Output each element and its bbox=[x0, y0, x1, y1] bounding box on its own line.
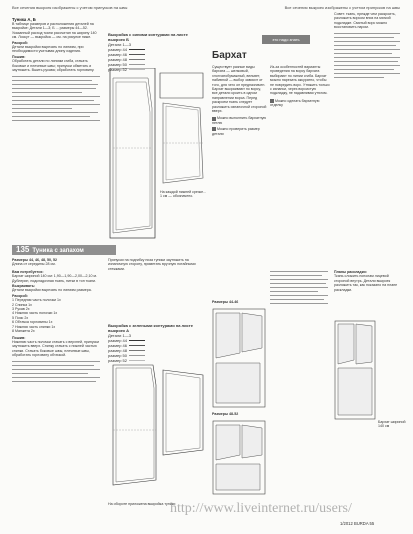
tunic-title: Туника с запахом bbox=[32, 248, 84, 254]
size-b-line-52: размер 52 bbox=[108, 358, 198, 363]
tunic-cut-label: Выкраивать: bbox=[12, 284, 36, 289]
size-b-line-46: размер 46 bbox=[108, 343, 198, 348]
velvet-tip-3: Можно сделать бархатную отделку bbox=[270, 98, 320, 108]
velvet-title: Бархат bbox=[212, 50, 247, 61]
watermark-url: http://www.liveinternet.ru/users/ bbox=[170, 501, 352, 516]
tunic-detail-4: 4 Нижняя часть полочки 1x bbox=[12, 311, 58, 316]
tunic-sewing-text: Нижнюю часть полочки стачать с верхней, припуски заутюжить вверх. Спинку стачать с нижней частью спинки. Стачать боковые швы, плечевые швы, обработать горловину обтачкой. bbox=[12, 339, 100, 358]
page-number: 1/2012 BURDA 55 bbox=[340, 521, 375, 526]
left-model-title: Туника А, Б bbox=[12, 17, 36, 22]
tunic-detail-2: 2 Спинка 1x bbox=[12, 302, 32, 307]
tunic-number: 135 bbox=[16, 245, 30, 254]
velvet-tag: это надо знать bbox=[262, 35, 310, 44]
size-line-44: размер 44 bbox=[108, 47, 198, 52]
fabric-label: Бархат шириной 140 см bbox=[378, 420, 406, 429]
sizes-48-52: Размеры 48-52 bbox=[212, 412, 239, 416]
velvet-col1-text: Существует разные виды бархата — шелковый, хлопчатобумажный, вельвет, набивной — выбор зависит от того, для чего он предназначен. Бархат выкраивают по ворсу, все детали кроить в одном направлении ворса. Перед раскроем ткань следует разложить изнаночной стороной вверх. bbox=[212, 65, 267, 114]
tunic-detail-6: 6 Обтачка горловины 1x bbox=[12, 320, 53, 325]
tunic-section bbox=[12, 258, 104, 498]
velvet-col3-text: Совет: ткань, прежде чем раскроить, разложить ворсом вниз на мягкой подкладке. Смятый ворс можно восстановить паром. bbox=[334, 12, 396, 30]
tunic-sizes: Размеры 44, 46, 48, 50, 52 bbox=[12, 258, 57, 262]
tunic-details-label: Раскрой: bbox=[12, 293, 28, 298]
size-b-line-48: размер 48 bbox=[108, 348, 198, 353]
tunic-sewing-label: Пошив: bbox=[12, 335, 26, 340]
tunic-banner bbox=[12, 245, 116, 255]
velvet-col1 bbox=[212, 65, 267, 265]
pattern-b-details: Детали 1—3 bbox=[108, 333, 131, 338]
pattern-b-note: На обороте приложена выкройка туники bbox=[108, 502, 176, 506]
fabric-layout bbox=[334, 320, 376, 420]
left-section-1-heading: Раскрой: bbox=[12, 40, 28, 45]
size-b-line-44: размер 44 bbox=[108, 338, 198, 343]
tunic-cut-text: Детали выкройки вырезать по линиям размера. bbox=[12, 288, 92, 293]
size-line-46: размер 46 bbox=[108, 52, 198, 57]
right-mid-text bbox=[270, 268, 330, 378]
cutting-plan-2 bbox=[212, 420, 267, 495]
tunic-detail-5: 5 Пояс 2x bbox=[12, 315, 29, 320]
tunic-detail-1: 1 Передняя часть полочки 1x bbox=[12, 298, 61, 303]
size-line-52: размер 52 bbox=[108, 67, 198, 72]
tunic-detail-3: 3 Рукав 2x bbox=[12, 307, 30, 312]
pattern-b-legend bbox=[108, 323, 198, 363]
header-right-note: Все сечения выкроек изображены с учетом припусков на швы bbox=[284, 5, 400, 10]
size-line-50: размер 50 bbox=[108, 62, 198, 67]
pattern-a-legend bbox=[108, 32, 198, 72]
size-line-48: размер 48 bbox=[108, 57, 198, 62]
left-model-block bbox=[12, 17, 102, 237]
left-section-2-text: Обработать детали по линиям сгиба, стачать боковые и плечевые швы; припуски обметать и заутюжить. Вшить рукава; обработать горловину. bbox=[12, 59, 95, 73]
header-left-note: Все сечения выкроек изображены с учетом припусков на швы bbox=[12, 5, 128, 10]
pattern-a-label: Выкройка с синими контурами на листе выкроек Б bbox=[108, 32, 188, 42]
pattern-a-diagram bbox=[108, 68, 208, 258]
left-section-2-heading: Пошив: bbox=[12, 54, 26, 59]
pattern-b-label: Выкройка с зелеными контурами на листе выкроек А bbox=[108, 323, 193, 333]
pattern-a-details: Детали 1—3 bbox=[108, 42, 131, 47]
left-section-1-text: Детали выкройки вырезать по линиям, при необходимости учитывая длину изделия. bbox=[12, 45, 84, 54]
cutting-title: Планы раскладки: bbox=[334, 270, 367, 274]
velvet-col2 bbox=[270, 65, 330, 265]
velvet-col3 bbox=[334, 12, 404, 252]
tunic-materials-label: Вам потребуется: bbox=[12, 269, 44, 274]
tunic-detail-7: 7 Нижняя часть спинки 1x bbox=[12, 324, 56, 329]
sizes-44-46: Размеры 44-46 bbox=[212, 300, 239, 304]
size-b-line-50: размер 50 bbox=[108, 353, 198, 358]
cutting-text: Ткань сложить пополам лицевой стороной внутрь. Детали выкроек разложить так, как показано на плане раскладки. bbox=[334, 274, 398, 292]
tunic-length-note: Длина от середины 28 см. bbox=[12, 262, 56, 267]
middle-text: Припуски на подгибку низа туники заутюжить на изнаночную сторону, приметать вручную потайными стежками. bbox=[108, 258, 196, 271]
cutting-plan-1 bbox=[212, 308, 267, 408]
pattern-b-diagram bbox=[108, 360, 208, 500]
velvet-tip-1: Можно выполнить бархатную петлю bbox=[212, 116, 267, 125]
left-intro-text: В таблице размеров и расположения деталей на выкройке: Детали 1—3; Б ... размеры 44—52. Указанный расход ткани рассчитан на ширину 140 см. Лоскут — выкройка — см. на рисунке ниже. bbox=[12, 22, 97, 40]
velvet-tip-2: Можно проверить размер детали bbox=[212, 127, 260, 136]
tunic-materials-text: Бархат шириной 140 см: 1,90—1,90—2,00—2,10 м. Дублерин, подкладочная ткань, нитки в тон ткани. bbox=[12, 274, 98, 283]
tunic-detail-8: 8 Манжета 2x bbox=[12, 329, 35, 334]
velvet-col2-text: Из-за особенностей варианты проведения на ворсу бархата выбирают по линии сгиба. Бархат можно нарезать аккуратно, чтобы не повредить ворс. Утюжить только с изнанки, через ворсистую подкладку, не надавливая утюгом. bbox=[270, 65, 330, 96]
pattern-a-note: На каждой нижней срезке... 1 см — обозначено. bbox=[160, 190, 207, 199]
